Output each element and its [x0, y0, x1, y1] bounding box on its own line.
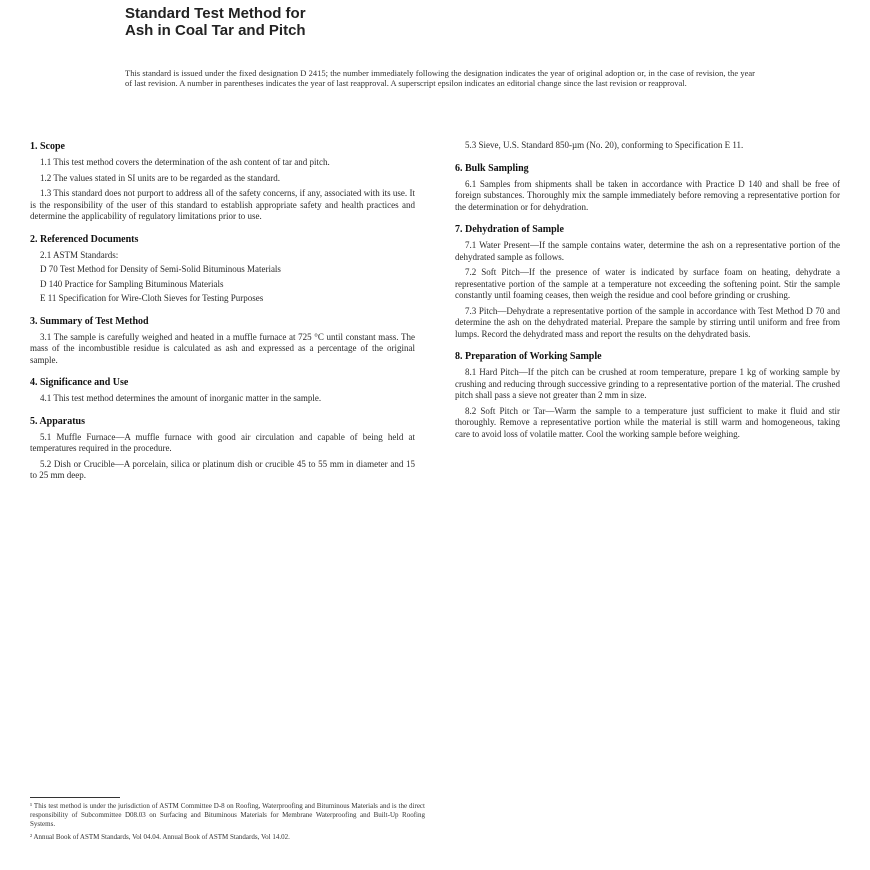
paragraph: 1.1 This test method covers the determination of the ash content of tar and pitch. [40, 157, 330, 167]
section-scope [30, 140, 415, 223]
footnote-divider [30, 797, 120, 798]
reference-item: D 140 Practice for Sampling Bituminous Materials [40, 278, 224, 289]
left-column [30, 140, 415, 492]
designation-note: This standard is issued under the fixed designation D 2415; the number immediately following the designation indicates the year of original adoption or, in the case of revision, the year of last revision. A number in parentheses indicates the year of last reapproval. A superscript epsilon indicates an editorial change since the last revision or reapproval. [125, 68, 755, 88]
paragraph: 7.2 Soft Pitch—If the presence of water is indicated by surface foam on heating, dehydrate a representative portion of the sample at a temperature not exceeding the softening point. Stir the sample constantly until foaming ceases, then weigh the residue and cool before grinding or crushing. [455, 267, 840, 300]
section-referenced-documents [30, 233, 415, 305]
section-heading: 2. Referenced Documents [30, 233, 139, 245]
paragraph: 1.2 The values stated in SI units are to be regarded as the standard. [40, 172, 281, 183]
right-column [455, 140, 840, 450]
section-apparatus [30, 415, 415, 482]
section-apparatus-cont [455, 140, 840, 152]
section-heading: 8. Preparation of Working Sample [455, 351, 602, 362]
section-heading: 3. Summary of Test Method [30, 315, 149, 327]
reference-item: D 70 Test Method for Density of Semi-Solid Bituminous Materials [40, 264, 281, 274]
paragraph: 7.3 Pitch—Dehydrate a representative portion of the sample in accordance with Test Method D 70 and determine the ash on the dehydrated material. Prepare the sample by stirring until uniform and free from lumps. Record the dehydrated mass and report the results on the dehydrated basis. [455, 305, 840, 339]
paragraph: 6.1 Samples from shipments shall be taken in accordance with Practice D 140 and shall be free of foreign substances. Thoroughly mix the sample immediately before removing a representative portion for the determination or for dehydration. [455, 178, 840, 212]
reference-item: E 11 Specification for Wire-Cloth Sieves for Testing Purposes [40, 293, 264, 303]
section-summary [30, 315, 415, 367]
document-title-line-2: Ash in Coal Tar and Pitch [125, 22, 306, 39]
section-significance [30, 376, 415, 405]
footnote: ¹ This test method is under the jurisdiction of ASTM Committee D-8 on Roofing, Waterproofing and Bituminous Materials and is the direct responsibility of Subcommittee D08.03 on Surfacing and Bituminous Materials for Membrane Waterproofing and Built-Up Roofing Systems. [30, 802, 425, 828]
paragraph: 5.1 Muffle Furnace—A muffle furnace with good air circulation and capable of being held at temperatures required in the procedure. [30, 431, 415, 453]
footnote: ² Annual Book of ASTM Standards, Vol 04.04. Annual Book of ASTM Standards, Vol 14.02. [30, 833, 290, 841]
section-heading: 1. Scope [30, 141, 65, 152]
footnotes [30, 802, 425, 846]
paragraph: 5.3 Sieve, U.S. Standard 850-µm (No. 20), conforming to Specification E 11. [465, 140, 744, 150]
paragraph: 7.1 Water Present—If the sample contains water, determine the ash on a representative portion of the dehydrated sample as follows. [455, 240, 840, 262]
paragraph: 1.3 This standard does not purport to address all of the safety concerns, if any, associated with its use. It is the responsibility of the user of this standard to establish appropriate safety and health practices and determine the applicability of regulatory limitations prior to use. [30, 188, 415, 221]
title-block [125, 5, 745, 39]
section-heading: 5. Apparatus [30, 415, 86, 427]
section-dehydration [455, 223, 840, 340]
paragraph: 4.1 This test method determines the amount of inorganic matter in the sample. [40, 393, 322, 403]
paragraph: 8.2 Soft Pitch or Tar—Warm the sample to a temperature just sufficient to make it fluid and stir thoroughly. Remove a representative portion while the material is still warm and homogeneous, taking care to avoid loss of volatile matter. Cool the working sample before weighing. [455, 405, 840, 439]
reference-item: 2.1 ASTM Standards: [40, 249, 119, 260]
section-heading: 7. Dehydration of Sample [455, 224, 564, 235]
section-heading: 4. Significance and Use [30, 377, 129, 388]
section-working-sample [455, 350, 840, 440]
section-heading: 6. Bulk Sampling [455, 162, 529, 174]
section-bulk-sampling [455, 162, 840, 214]
paragraph: 3.1 The sample is carefully weighed and heated in a muffle furnace at 725 °C until constant mass. The mass of the incombustible residue is calculated as ash and expressed as a percentage of the original sample. [30, 331, 415, 365]
document-title-line-1: Standard Test Method for [125, 5, 306, 22]
paragraph: 8.1 Hard Pitch—If the pitch can be crushed at room temperature, prepare 1 kg of working sample by crushing and reducing through successive grinding to a representative portion of the material. The crushed pitch shall pass a sieve not greater than 2 mm in size. [455, 367, 840, 400]
paragraph: 5.2 Dish or Crucible—A porcelain, silica or platinum dish or crucible 45 to 55 mm in diameter and 15 to 25 mm deep. [30, 458, 415, 480]
